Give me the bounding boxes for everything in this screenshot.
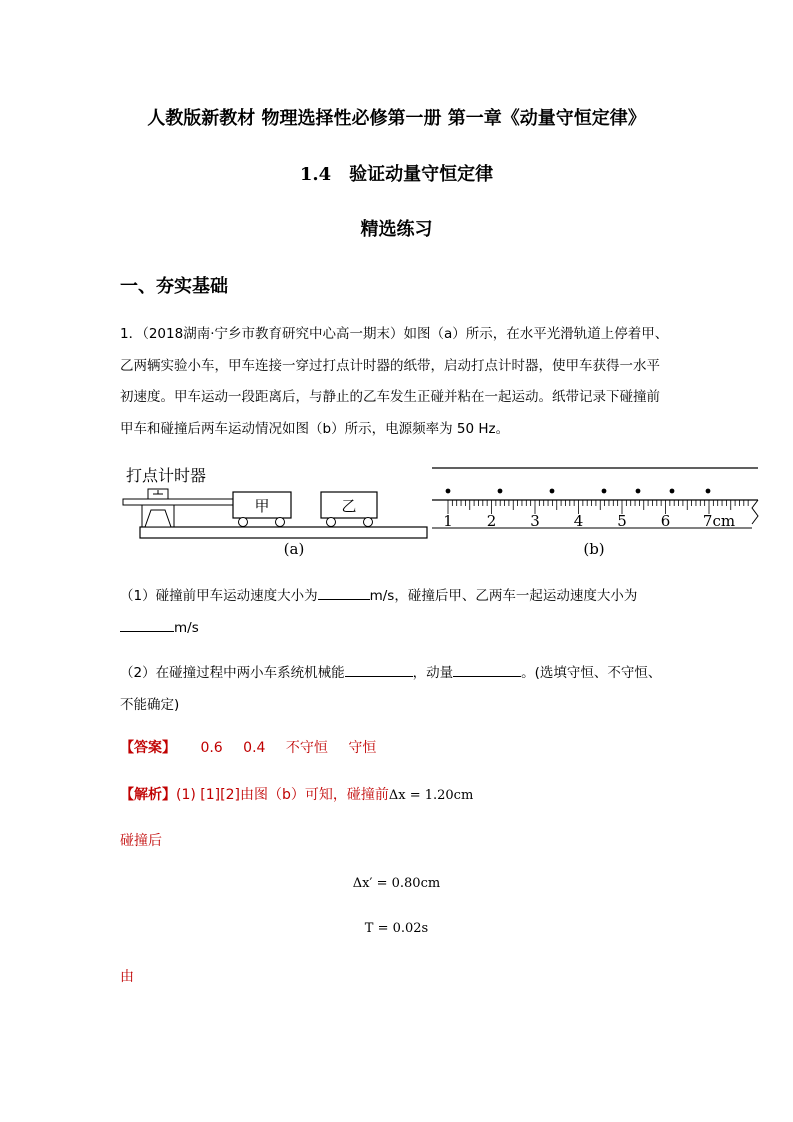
ruler-label: 3 [530, 512, 540, 530]
after-collision-label: 碰撞后 [120, 833, 162, 849]
question-stem [120, 319, 680, 445]
ruler-label: 1 [443, 512, 453, 530]
ruler-label: 2 [486, 512, 497, 530]
timer-label: 打点计时器 [126, 466, 207, 485]
cart-jia-wheel [239, 518, 248, 527]
by-label: 由 [120, 969, 134, 985]
ruler-label: 7cm [702, 512, 736, 530]
tape-dot [602, 489, 607, 494]
document-title: 人教版新教材 物理选择性必修第一册 第一章《动量守恒定律》 [147, 108, 646, 129]
ruler-label: 4 [573, 512, 584, 530]
answer-value: 守恒 [348, 740, 377, 756]
cart-yi-wheel [327, 518, 336, 527]
timer-stand [145, 510, 171, 527]
sub-question-1: （1）碰撞前甲车运动速度大小为 m/s，碰撞后甲、乙两车一起运动速度大小为 m/s [120, 580, 680, 644]
tape-dot [446, 489, 451, 494]
caption-b: (b) [583, 540, 605, 558]
paper-tape [123, 499, 233, 505]
cart-jia-label: 甲 [254, 497, 270, 515]
answer-tag: 【答案】 [120, 740, 176, 756]
cart-yi-wheel [364, 518, 373, 527]
section-heading: 一、夯实基础 [120, 276, 228, 297]
equation-dx-before: Δx = 1.20cm [388, 788, 474, 803]
tape-dot [550, 489, 555, 494]
tape-dot [706, 489, 711, 494]
sub-question-2: （2）在碰撞过程中两小车系统机械能 ，动量 。(选填守恒、不守恒、 不能确定) [120, 657, 680, 721]
lesson-title: 1.4 验证动量守恒定律 [299, 164, 494, 185]
answer-blank[interactable] [318, 585, 370, 600]
answer-value: 0.4 [243, 740, 266, 756]
ruler-label: 5 [617, 512, 627, 530]
question-line-4: 甲车和碰撞后两车运动情况如图（b）所示，电源频率为 50 Hz。 [120, 420, 510, 437]
track [140, 527, 427, 538]
ruler-labels [443, 512, 735, 530]
answer-blank[interactable] [453, 662, 521, 677]
answer-blank[interactable] [345, 662, 413, 677]
question-line-3: 初速度。甲车运动一段距离后，与静止的乙车发生正碰并粘在一起运动。纸带记录下碰撞前 [120, 389, 660, 405]
analysis-tag: 【解析】 [120, 787, 176, 803]
experiment-figure [118, 460, 763, 565]
equation-dx-after: Δx′ = 0.80cm [352, 876, 441, 891]
cart-yi-label: 乙 [341, 497, 357, 515]
answer-line [120, 737, 376, 757]
answer-value: 0.6 [200, 740, 223, 756]
answer-value: 不守恒 [285, 740, 328, 756]
analysis-line: 【解析】(1) [1][2]由图（b）可知，碰撞前Δx = 1.20cm [120, 787, 474, 803]
tape-dot [498, 489, 503, 494]
tape-dots [446, 489, 711, 494]
equation-period: T = 0.02s [364, 921, 429, 936]
answer-blank[interactable] [120, 617, 174, 632]
tape-dot [670, 489, 675, 494]
ruler-label: 6 [660, 512, 671, 530]
cart-jia-wheel [276, 518, 285, 527]
caption-a: (a) [283, 540, 305, 558]
tape-dot [636, 489, 641, 494]
question-line-1: 1．（2018湖南·宁乡市教育研究中心高一期末）如图（a）所示，在水平光滑轨道上停着甲、 [120, 326, 669, 342]
exercise-title: 精选练习 [360, 219, 433, 240]
question-line-2: 乙两辆实验小车，甲车连接一穿过打点计时器的纸带，启动打点计时器，使甲车获得一水平 [120, 357, 660, 374]
